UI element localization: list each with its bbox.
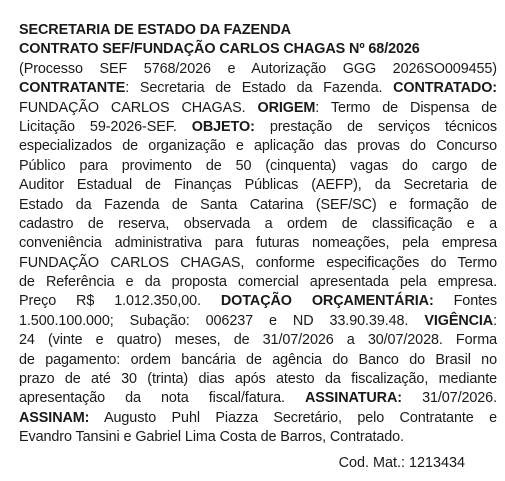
assinatura-value: 31/07/2026. [401,390,497,407]
contratado-name: FUNDAÇÃO CARLOS CHAGAS. [19,99,258,116]
objeto-line-1: prestação de serviços técnicos [254,118,497,135]
pagamento-line: prazo de até 30 (trinta) dias após atesto da fiscalização, mediante [19,371,497,388]
pagamento-line-end: apresentação da nota fiscal/fatura. [19,390,305,407]
dotacao-vigencia-line [19,312,497,331]
pagamento-line: de pagamento: ordem bancária de agência do Banco do Brasil no [19,351,497,368]
vigencia-value: 24 (vinte e quatro) meses, de 31/07/2026 a 30/07/2028. Forma [19,332,497,349]
dotacao-value: Fontes [433,293,497,310]
notice-heading: SECRETARIA DE ESTADO DA FAZENDA [19,22,291,38]
cod-mat: Cod. Mat.: 1213434 [338,455,465,471]
origem-value: : Termo de Dispensa de [315,99,498,116]
preco-dotacao-line [19,292,497,311]
process-reference: (Processo SEF 5768/2026 e Autorização GGG 2026SO009455) [19,60,497,77]
origem-label: ORIGEM [257,99,316,116]
contracting-parties-line [19,79,497,98]
objeto-label: OBJETO: [191,118,255,135]
contract-title: CONTRATO SEF/FUNDAÇÃO CARLOS CHAGAS Nº 68/2026 [19,41,420,58]
origem-value-continued: Licitação 59-2026-SEF. [19,118,192,135]
pagamento-assinatura-line [19,389,497,408]
objeto-line: conveniência administrativa para futuras nomeações, pela empresa [19,235,497,252]
objeto-line: especializados de organização e aplicação das provas do Concurso [19,138,497,155]
preco-text: Preço R$ 1.012.350,00. [19,293,221,310]
contratado-origem-line [19,99,497,118]
legal-notice [19,21,497,448]
dotacao-label: DOTAÇÃO ORÇAMENTÁRIA: [220,293,434,310]
assinam-line [19,409,497,428]
vigencia-colon: : [493,312,497,329]
origem-objeto-line [19,118,497,137]
vigencia-label: VIGÊNCIA [424,312,494,329]
objeto-line: cadastro de reserva, observada a ordem de classificação e a [19,215,497,232]
contratante-value: : Secretaria de Estado da Fazenda. [125,80,394,97]
objeto-line: Auditor Estadual de Finanças Públicas (AEFP), da Secretaria de [19,177,497,194]
dotacao-value-continued: 1.500.100.000; Subação: 006237 e ND 33.90.39.48. [19,312,425,329]
objeto-line: Estado da Fazenda de Santa Catarina (SEF/SC) e formação de [19,196,497,213]
contratado-label: CONTRATADO: [393,80,497,97]
objeto-line: Público para provimento de 50 (cinquenta) vagas do cargo de [19,157,497,174]
contratante-label: CONTRATANTE [19,80,126,97]
assinam-value-continued: Evandro Tansini e Gabriel Lima Costa de Barros, Contratado. [19,429,404,446]
objeto-line: FUNDAÇÃO CARLOS CHAGAS, conforme especificações do Termo [19,254,497,271]
assinam-value: Augusto Puhl Piazza Secretário, pelo Contratante e [89,409,497,426]
assinatura-label: ASSINATURA: [305,390,402,407]
objeto-line: de Referência e da proposta comercial apresentada pela empresa. [19,274,497,291]
assinam-label: ASSINAM: [19,409,90,426]
